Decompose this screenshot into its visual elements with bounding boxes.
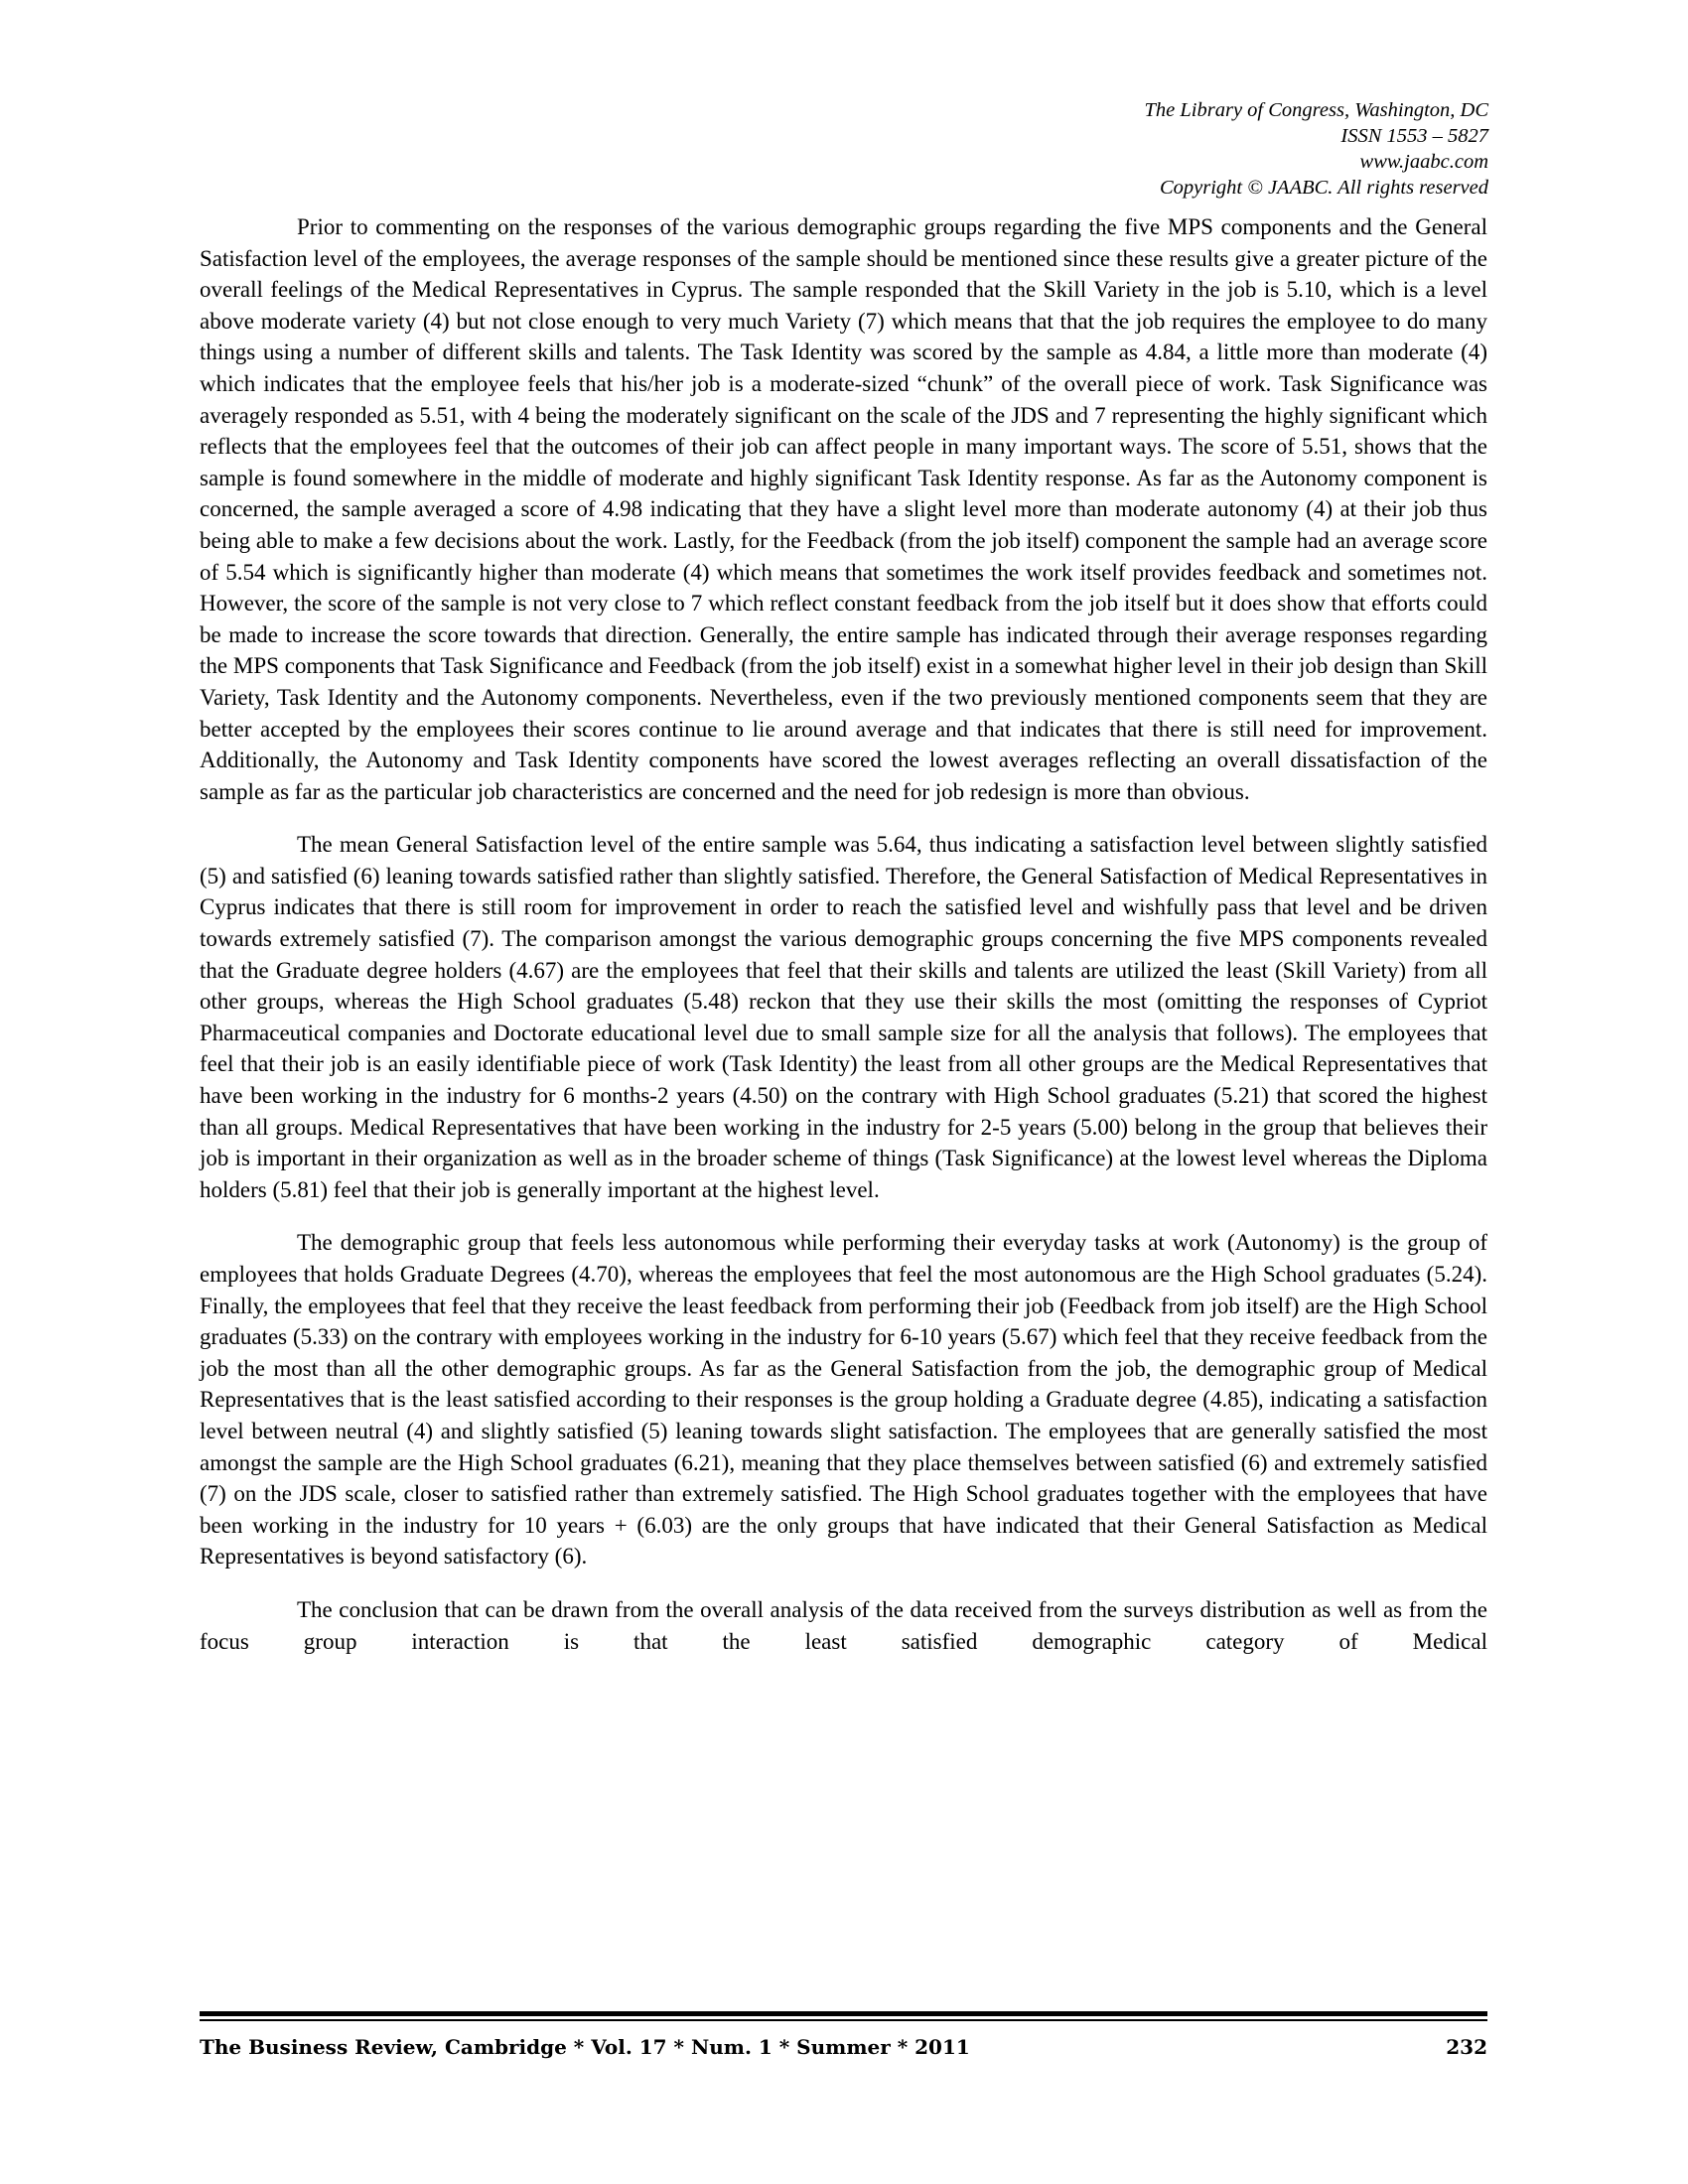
paragraph-conclusion: The conclusion that can be drawn from the overall analysis of the data received from the surveys distribution as well as from the focus group interaction is that the least satisfied demographic category of Medical xyxy=(200,1596,1487,1654)
journal-header xyxy=(1145,97,1488,201)
footer-rule-thin xyxy=(200,2019,1487,2021)
header-publisher: The Library of Congress, Washington, DC xyxy=(1144,99,1488,121)
paragraph-autonomy-feedback: The demographic group that feels less autonomous while performing their everyday tasks at work (Autonomy) is the group of employees that holds Graduate Degrees (4.70), whereas the employees that feel the most autonomous are the High School graduates (5.24). Finally, the employees that feel that they receive the least feedback from performing their job (Feedback from job itself) are the High School graduates (5.33) on the contrary with employees working in the industry for 6-10 years (5.67) which feel that they receive feedback from the job the most than all the other demographic groups. As far as the General Satisfaction from the job, the demographic group of Medical Representatives that is the least satisfied according to their responses is the group holding a Graduate degree (4.85), indicating a satisfaction level between neutral (4) and slightly satisfied (5) leaning towards slight satisfaction. The employees that are generally satisfied the most amongst the sample are the High School graduates (6.21), meaning that they place themselves between satisfied (6) and extremely satisfied (7) on the JDS scale, closer to satisfied rather than extremely satisfied. The High School graduates together with the employees that have been working in the industry for 10 years + (6.03) are the only groups that have indicated that their General Satisfaction as Medical Representatives is beyond satisfactory (6). xyxy=(200,1230,1487,1570)
footer-rule-thick xyxy=(200,2011,1487,2016)
header-copyright: Copyright © JAABC. All rights reserved xyxy=(1159,177,1488,199)
page-number: 232 xyxy=(1446,2035,1487,2059)
header-issn: ISSN 1553 – 5827 xyxy=(1340,125,1488,147)
header-website: www.jaabc.com xyxy=(1359,151,1488,173)
footer-journal-citation: The Business Review, Cambridge * Vol. 17 * Num. 1 * Summer * 2011 xyxy=(200,2035,970,2059)
paragraph-mps-averages: Prior to commenting on the responses of the various demographic groups regarding the five MPS components and the General Satisfaction level of the employees, the average responses of the sample should be mentioned since these results give a greater picture of the overall feelings of the Medical Representatives in Cyprus. The sample responded that the Skill Variety in the job is 5.10, which is a level above moderate variety (4) but not close enough to very much Variety (7) which means that that the job requires the employee to do many things using a number of different skills and talents. The Task Identity was scored by the sample as 4.84, a little more than moderate (4) which indicates that the employee feels that his/her job is a moderate-sized “chunk” of the overall piece of work. Task Significance was averagely responded as 5.51, with 4 being the moderately significant on the scale of the JDS and 7 representing the highly significant which reflects that the employees feel that the outcomes of their job can affect people in many important ways. The score of 5.51, shows that the sample is found somewhere in the middle of moderate and highly significant Task Identity response. As far as the Autonomy component is concerned, the sample averaged a score of 4.98 indicating that they have a slight level more than moderate autonomy (4) at their job thus being able to make a few decisions about the work. Lastly, for the Feedback (from the job itself) component the sample had an average score of 5.54 which is significantly higher than moderate (4) which means that sometimes the work itself provides feedback and sometimes not. However, the score of the sample is not very close to 7 which reflect constant feedback from the job itself but it does show that efforts could be made to increase the score towards that direction. Generally, the entire sample has indicated through their average responses regarding the MPS components that Task Significance and Feedback (from the job itself) exist in a somewhat higher level in their job design than Skill Variety, Task Identity and the Autonomy components. Nevertheless, even if the two previously mentioned components seem that they are better accepted by the employees their scores continue to lie around average and that indicates that there is still need for improvement. Additionally, the Autonomy and Task Identity components have scored the lowest averages reflecting an overall dissatisfaction of the sample as far as the particular job characteristics are concerned and the need for job redesign is more than obvious. xyxy=(200,214,1487,804)
paragraph-general-satisfaction: The mean General Satisfaction level of the entire sample was 5.64, thus indicating a satisfaction level between slightly satisfied (5) and satisfied (6) leaning towards satisfied rather than slightly satisfied. Therefore, the General Satisfaction of Medical Representatives in Cyprus indicates that there is still room for improvement in order to reach the satisfied level and wishfully pass that level and be driven towards extremely satisfied (7). The comparison amongst the various demographic groups concerning the five MPS components revealed that the Graduate degree holders (4.67) are the employees that feel that their skills and talents are utilized the least (Skill Variety) from all other groups, whereas the High School graduates (5.48) reckon that they use their skills the most (omitting the responses of Cypriot Pharmaceutical companies and Doctorate educational level due to small sample size for all the analysis that follows). The employees that feel that their job is an easily identifiable piece of work (Task Identity) the least from all other groups are the Medical Representatives that have been working in the industry for 6 months-2 years (4.50) on the contrary with High School graduates (5.21) that scored the highest than all groups. Medical Representatives that have been working in the industry for 2-5 years (5.00) belong in the group that believes their job is important in their organization as well as in the broader scheme of things (Task Significance) at the lowest level whereas the Diploma holders (5.81) feel that their job is generally important at the highest level. xyxy=(200,832,1487,1202)
article-body xyxy=(200,211,1487,1679)
